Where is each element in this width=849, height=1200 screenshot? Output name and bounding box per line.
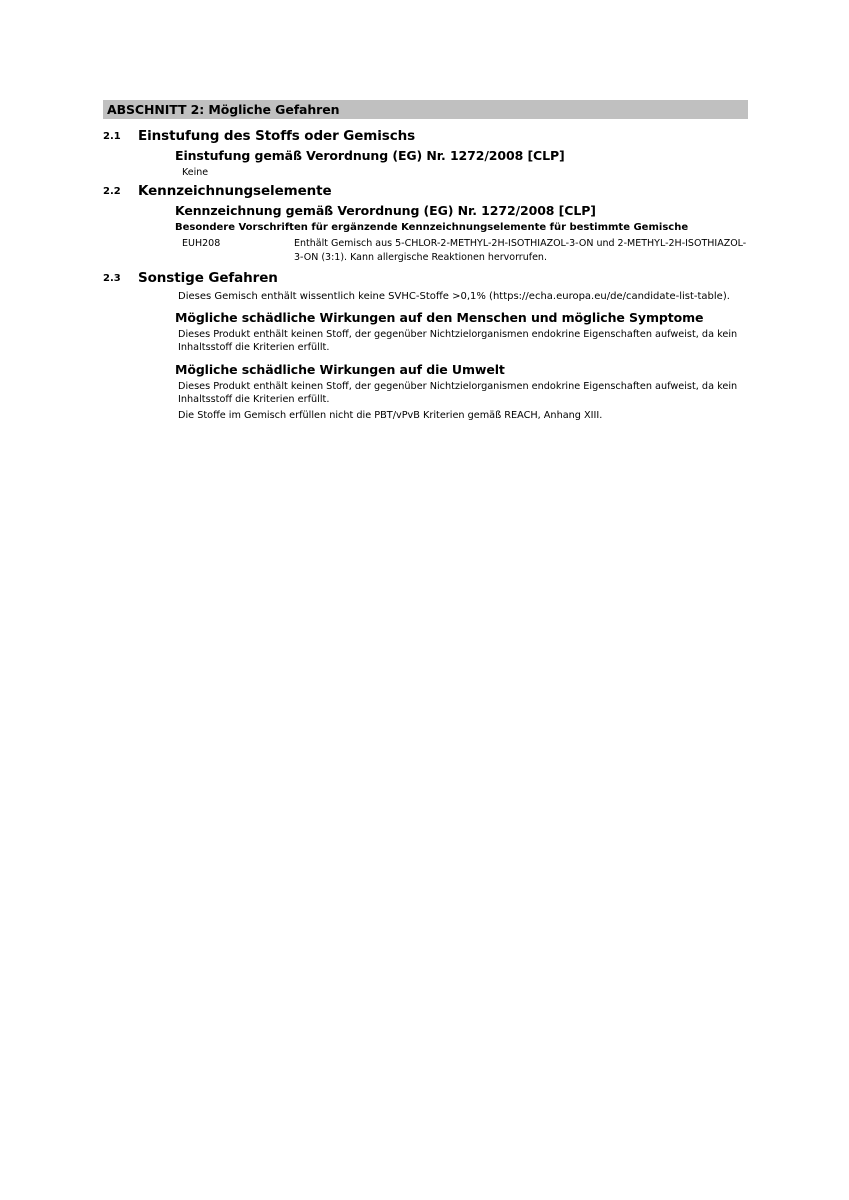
section-header-bar: ABSCHNITT 2: Mögliche Gefahren bbox=[103, 100, 748, 119]
subsection-title: Sonstige Gefahren bbox=[138, 270, 278, 286]
clp-labelling-heading: Kennzeichnung gemäß Verordnung (EG) Nr. 1272/2008 [CLP] bbox=[175, 203, 596, 218]
document-content bbox=[103, 100, 748, 422]
human-effects-heading: Mögliche schädliche Wirkungen auf den Menschen und mögliche Symptome bbox=[175, 309, 704, 325]
subsection-body bbox=[138, 183, 748, 264]
subsection-body bbox=[138, 128, 748, 179]
clp-classification-heading: Einstufung gemäß Verordnung (EG) Nr. 1272/2008 [CLP] bbox=[175, 148, 565, 163]
special-provisions-subheading: Besondere Vorschriften für ergänzende Kennzeichnungselemente für bestimmte Gemische bbox=[175, 222, 689, 233]
euh-statement-row bbox=[138, 237, 748, 264]
subsection-2-2 bbox=[103, 183, 748, 264]
subsection-title: Kennzeichnungselemente bbox=[138, 183, 332, 199]
subsection-body bbox=[138, 270, 748, 422]
subsection-2-3 bbox=[103, 270, 748, 422]
subsection-number: 2.1 bbox=[103, 131, 121, 142]
environment-effects-paragraph-1: Dieses Produkt enthält keinen Stoff, der gegenüber Nichtzielorganismen endokrine Eigenschaften aufweist, da kein Inhaltsstoff die Kriterien erfüllt. bbox=[178, 380, 738, 405]
environment-effects-heading: Mögliche schädliche Wirkungen auf die Umwelt bbox=[175, 361, 505, 377]
environment-effects-paragraph-2: Die Stoffe im Gemisch erfüllen nicht die PBT/vPvB Kriterien gemäß REACH, Anhang XIII. bbox=[178, 409, 603, 421]
euh-code: EUH208 bbox=[182, 238, 221, 249]
subsection-number: 2.2 bbox=[103, 186, 121, 197]
subsection-2-1 bbox=[103, 128, 748, 179]
clp-classification-value: Keine bbox=[182, 167, 209, 178]
human-effects-paragraph: Dieses Produkt enthält keinen Stoff, der gegenüber Nichtzielorganismen endokrine Eigenschaften aufweist, da kein Inhaltsstoff die Kriterien erfüllt. bbox=[178, 328, 738, 353]
euh-text: Enthält Gemisch aus 5-CHLOR-2-METHYL-2H-ISOTHIAZOL-3-ON und 2-METHYL-2H-ISOTHIAZOL-3-ON (3:1). Kann allergische Reaktionen hervorrufen. bbox=[294, 238, 747, 263]
subsection-title: Einstufung des Stoffs oder Gemischs bbox=[138, 128, 416, 144]
svhc-note: Dieses Gemisch enthält wissentlich keine SVHC-Stoffe >0,1% (https://echa.europa.eu/de/candidate-list-table). bbox=[178, 291, 730, 302]
subsection-number: 2.3 bbox=[103, 273, 121, 284]
